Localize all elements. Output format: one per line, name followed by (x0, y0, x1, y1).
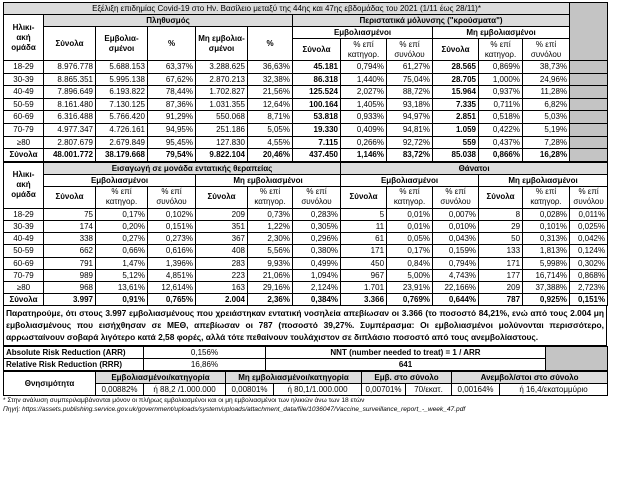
grey-filler (570, 86, 608, 99)
table-cell: 13,61% (96, 281, 148, 293)
table-cell: 94,97% (387, 111, 433, 124)
total-row (4, 294, 608, 306)
mortality-v1-pct: 0,00882% (96, 384, 144, 396)
table-row (4, 281, 608, 293)
table-cell: 0,025% (570, 220, 608, 232)
table-cell: 36,63% (248, 61, 293, 74)
mortality-label: Θνησιμότητα (4, 372, 96, 396)
table-cell: 7.335 (433, 98, 479, 111)
table-cell: 0,866% (479, 149, 523, 162)
age-group-cell: 18-29 (4, 208, 44, 220)
table-cell: 3.997 (44, 294, 96, 306)
table-cell: 53.818 (293, 111, 341, 124)
table-cell: 4,851% (148, 269, 196, 281)
table-cell: 0,266% (341, 136, 387, 149)
table-cell: 0,305% (293, 220, 341, 232)
table-cell: 0,616% (148, 245, 196, 257)
table-cell: 11,28% (523, 86, 570, 99)
report-title: Εξέλιξη επιδημίας Covid-19 στο Ην. Βασίλειο μεταξύ της 44ης και 47ης εβδομάδας του 2021 (1/11 έως 28/11)* (4, 3, 570, 15)
table-cell: 0,422% (479, 123, 523, 136)
deaths-vaccinated-header: Εμβολιασμένοι (341, 174, 479, 186)
age-group-cell: Σύνολα (4, 149, 44, 162)
col-icu-unvacc-pct-cat: % επί κατηγορ. (248, 186, 293, 208)
table-row (4, 61, 608, 74)
mortality-v3-per-million: 70/εκατ. (406, 384, 452, 396)
table-cell: 0,66% (96, 245, 148, 257)
table-row (4, 257, 608, 269)
table-cell: 1,405% (341, 98, 387, 111)
age-group-cell: 18-29 (4, 61, 44, 74)
table-cell: 61 (341, 233, 387, 245)
table-cell: 88,72% (387, 86, 433, 99)
age-group-cell: 60-69 (4, 257, 44, 269)
table-cell: 6.316.488 (44, 111, 96, 124)
table-cell: 550.068 (196, 111, 248, 124)
table-cell: 8 (479, 208, 523, 220)
table-row (4, 123, 608, 136)
age-group-cell: 30-39 (4, 220, 44, 232)
infections-unvaccinated-header: Μη εμβολιασμένοι (433, 27, 570, 39)
grey-filler (570, 136, 608, 149)
table-cell: 75,04% (387, 73, 433, 86)
table-row (4, 86, 608, 99)
table-cell: 0,380% (293, 245, 341, 257)
table-row (4, 111, 608, 124)
col-death-unvacc-total: Σύνολα (479, 186, 523, 208)
table-cell: 662 (44, 245, 96, 257)
mortality-v3-pct: 0,00701% (362, 384, 406, 396)
table-cell: 0,302% (570, 257, 608, 269)
table-cell: 16,28% (523, 149, 570, 162)
table-cell: 0,20% (96, 220, 148, 232)
col-pop-total: Σύνολα (44, 27, 96, 61)
table-cell: 48.001.772 (44, 149, 96, 162)
table-cell: 4.977.347 (44, 123, 96, 136)
table-cell: 50 (479, 233, 523, 245)
col-pop-unvacc-pct: % (248, 27, 293, 61)
table-cell: 19.330 (293, 123, 341, 136)
table-cell: 2,36% (248, 294, 293, 306)
table-cell: 437.450 (293, 149, 341, 162)
table-cell: 0,794% (433, 257, 479, 269)
table-cell: 163 (196, 281, 248, 293)
col-pop-vaccinated: Εμβολια-σμένοι (96, 27, 148, 61)
table-cell: 5 (341, 208, 387, 220)
table-cell: 3.288.625 (196, 61, 248, 74)
table-cell: 8.976.778 (44, 61, 96, 74)
icu-vaccinated-header: Εμβολιασμένοι (44, 174, 196, 186)
table-cell: 75 (44, 208, 96, 220)
grey-corner (570, 3, 608, 61)
icu-unvaccinated-header: Μη εμβολιασμένοι (196, 174, 341, 186)
age-group-cell: ≥80 (4, 136, 44, 149)
table-cell: 5,00% (387, 269, 433, 281)
mortality-vacc-total-header: Εμβ. στο σύνολο (362, 372, 452, 384)
table-cell: 0,937% (479, 86, 523, 99)
table-cell: 3.366 (341, 294, 387, 306)
age-group-cell: 50-59 (4, 245, 44, 257)
table-cell: 0,869% (479, 61, 523, 74)
table-cell: 93,18% (387, 98, 433, 111)
table-cell: 450 (341, 257, 387, 269)
table-cell: 0,17% (96, 208, 148, 220)
table-cell: 1,094% (293, 269, 341, 281)
table-cell: 0,102% (148, 208, 196, 220)
table-cell: 0,711% (479, 98, 523, 111)
table-cell: 5,19% (523, 123, 570, 136)
table-cell: 989 (44, 269, 96, 281)
table-cell: 2.807.679 (44, 136, 96, 149)
table-cell: 0,151% (570, 294, 608, 306)
table-row (4, 245, 608, 257)
grey-corner-2 (546, 347, 608, 371)
mortality-v2-per-million: ή 80,1/1.000.000 (274, 384, 362, 396)
table-cell: 251.186 (196, 123, 248, 136)
mortality-v4-pct: 0,00164% (452, 384, 500, 396)
col-death-unvacc-pct-cat: % επί κατηγορ. (523, 186, 570, 208)
table-cell: 0,27% (96, 233, 148, 245)
table-cell: 32,38% (248, 73, 293, 86)
table-cell: 91,29% (148, 111, 196, 124)
table-cell: 0,409% (341, 123, 387, 136)
mortality-v1-per-million: ή 88,2 /1.000.000 (144, 384, 226, 396)
age-group-cell: 70-79 (4, 123, 44, 136)
total-row (4, 149, 608, 162)
age-group-cell: 30-39 (4, 73, 44, 86)
table-cell: 63,37% (148, 61, 196, 74)
table-cell: 0,273% (148, 233, 196, 245)
table-cell: 209 (479, 281, 523, 293)
table-cell: 78,44% (148, 86, 196, 99)
col-inf-unvacc-pct-all: % επί συνόλου (523, 39, 570, 61)
table-cell: 408 (196, 245, 248, 257)
table-cell: 2,027% (341, 86, 387, 99)
table-cell: 4,55% (248, 136, 293, 149)
table-cell: 92,72% (387, 136, 433, 149)
table-cell: 1,47% (96, 257, 148, 269)
table-cell: 5.995.138 (96, 73, 148, 86)
table-cell: 95,45% (148, 136, 196, 149)
age-group-cell: ≥80 (4, 281, 44, 293)
table-cell: 0,01% (387, 208, 433, 220)
table-cell: 5.688.153 (96, 61, 148, 74)
table-cell: 0,765% (148, 294, 196, 306)
table-cell: 0,042% (570, 233, 608, 245)
col-pop-vacc-pct: % (148, 27, 196, 61)
infections-header: Περιστατικά μόλυνσης ("κρούσματα") (293, 15, 570, 27)
conclusion-paragraph: Παρατηρούμε, ότι στους 3.997 εμβολιασμένους που χρειάστηκαν εντατική νοσηλεία απεβίωσαν οι 3.366 (το ποσοστό 84,21%, ενώ από τους 2.004 μη εμβολιασμένους που εισήχθησαν σε ΜΕΘ, απεβίωσαν οι 787 (ποσοστό 39,27%. Συμπέρασμα: Οι εμβολιασμένοι μολύνονται περισσότερο, αρρωσταίνουν σοβαρά λιγότερο κατά 2,58 φορές, αλλά τότε πεθαίνουν τουλάχιστον σε διπλάσιο ποσοστό από τους ανεμβολίαστους. (3, 306, 607, 346)
mortality-v4-per-million: ή 16,4/εκατομμύριο (500, 384, 608, 396)
table-row (4, 73, 608, 86)
col-inf-vacc-pct-cat: % επί κατηγορ. (341, 39, 387, 61)
col-age-group-2: Ηλικι-ακή ομάδα (4, 162, 44, 208)
col-death-vacc-pct-all: % επί συνόλου (433, 186, 479, 208)
table-cell: 7.130.125 (96, 98, 148, 111)
table-cell: 8.865.351 (44, 73, 96, 86)
table-cell: 0,043% (433, 233, 479, 245)
table-cell: 5,56% (248, 245, 293, 257)
table-cell: 83,72% (387, 149, 433, 162)
table-cell: 1.059 (433, 123, 479, 136)
table-cell: 5,998% (523, 257, 570, 269)
col-inf-unvacc-pct-cat: % επί κατηγορ. (479, 39, 523, 61)
table-cell: 0,91% (96, 294, 148, 306)
table-cell: 367 (196, 233, 248, 245)
icu-header: Εισαγωγή σε μονάδα εντατικής θεραπείας (44, 162, 341, 174)
table-cell: 1.702.827 (196, 86, 248, 99)
table-cell: 1,396% (148, 257, 196, 269)
grey-filler (570, 98, 608, 111)
table-cell: 29,16% (248, 281, 293, 293)
grey-filler (570, 73, 608, 86)
table-cell: 171 (479, 257, 523, 269)
table-cell: 5,12% (96, 269, 148, 281)
table-cell: 0,84% (387, 257, 433, 269)
table-cell: 177 (479, 269, 523, 281)
report (3, 2, 607, 414)
col-pop-unvaccinated: Μη εμβολια-σμένοι (196, 27, 248, 61)
table-cell: 0,010% (433, 220, 479, 232)
table-cell: 0,296% (293, 233, 341, 245)
table-cell: 968 (44, 281, 96, 293)
deaths-header: Θάνατοι (341, 162, 608, 174)
col-icu-vacc-pct-cat: % επί κατηγορ. (96, 186, 148, 208)
table-cell: 12,64% (248, 98, 293, 111)
table-cell: 28.705 (433, 73, 479, 86)
risk-table (3, 346, 608, 371)
infections-vaccinated-header: Εμβολιασμένοι (293, 27, 433, 39)
col-death-vacc-pct-cat: % επί κατηγορ. (387, 186, 433, 208)
table-cell: 8.161.480 (44, 98, 96, 111)
table-cell: 559 (433, 136, 479, 149)
table-cell: 20,46% (248, 149, 293, 162)
col-inf-unvacc-total: Σύνολα (433, 39, 479, 61)
table-cell: 45.181 (293, 61, 341, 74)
table-cell: 21,56% (248, 86, 293, 99)
table-cell: 7.896.649 (44, 86, 96, 99)
table-cell: 12,614% (148, 281, 196, 293)
table-cell: 61,27% (387, 61, 433, 74)
table-cell: 1.031.355 (196, 98, 248, 111)
col-icu-vacc-total: Σύνολα (44, 186, 96, 208)
age-group-cell: 50-59 (4, 98, 44, 111)
table-cell: 283 (196, 257, 248, 269)
table-cell: 1,146% (341, 149, 387, 162)
table-cell: 0,313% (523, 233, 570, 245)
table-cell: 2,723% (570, 281, 608, 293)
cases-table (3, 2, 608, 162)
table-cell: 0,437% (479, 136, 523, 149)
icu-deaths-table (3, 162, 608, 307)
table-cell: 0,499% (293, 257, 341, 269)
table-cell: 6.193.822 (96, 86, 148, 99)
table-cell: 0,101% (523, 220, 570, 232)
table-cell: 0,007% (433, 208, 479, 220)
table-cell: 1,22% (248, 220, 293, 232)
age-group-cell: 60-69 (4, 111, 44, 124)
col-icu-vacc-pct-all: % επί συνόλου (148, 186, 196, 208)
table-cell: 0,151% (148, 220, 196, 232)
table-cell: 67,62% (148, 73, 196, 86)
table-cell: 0,933% (341, 111, 387, 124)
table-cell: 94,95% (148, 123, 196, 136)
table-cell: 967 (341, 269, 387, 281)
col-icu-unvacc-total: Σύνολα (196, 186, 248, 208)
table-cell: 0,283% (293, 208, 341, 220)
table-row (4, 269, 608, 281)
table-cell: 4,743% (433, 269, 479, 281)
table-cell: 100.164 (293, 98, 341, 111)
table-cell: 7,28% (523, 136, 570, 149)
table-cell: 0,518% (479, 111, 523, 124)
age-group-cell: 70-79 (4, 269, 44, 281)
table-cell: 6,82% (523, 98, 570, 111)
table-cell: 1,813% (523, 245, 570, 257)
table-cell: 86.318 (293, 73, 341, 86)
table-cell: 2.004 (196, 294, 248, 306)
table-cell: 8,71% (248, 111, 293, 124)
table-cell: 22,166% (433, 281, 479, 293)
table-cell: 338 (44, 233, 96, 245)
table-cell: 787 (479, 294, 523, 306)
table-cell: 87,36% (148, 98, 196, 111)
population-header: Πληθυσμός (44, 15, 293, 27)
mortality-unvacc-cat-header: Μη εμβολιασμένοι/κατηγορία (226, 372, 362, 384)
table-cell: 0,868% (570, 269, 608, 281)
rrr-label: Relative Risk Reduction (RRR) (4, 359, 144, 371)
table-cell: 11 (341, 220, 387, 232)
col-death-unvacc-pct-all: % επί συνόλου (570, 186, 608, 208)
col-death-vacc-total: Σύνολα (341, 186, 387, 208)
mortality-unvacc-total-header: Ανεμβολ/στοι στο σύνολο (452, 372, 608, 384)
table-cell: 0,05% (387, 233, 433, 245)
table-cell: 0,73% (248, 208, 293, 220)
arr-value: 0,156% (144, 347, 266, 359)
table-row (4, 98, 608, 111)
table-cell: 21,06% (248, 269, 293, 281)
age-group-cell: Σύνολα (4, 294, 44, 306)
footnote: * Στην ανάλυση συμπεριλαμβάνονται μόνον οι πλήρως εμβολιασμένοι και οι μη εμβολιασμένοι των ηλικιών άνω των 18 ετών (3, 397, 365, 405)
mortality-vacc-cat-header: Εμβολιασμένοι/κατηγορία (96, 372, 226, 384)
table-cell: 0,011% (570, 208, 608, 220)
table-row (4, 136, 608, 149)
table-cell: 0,01% (387, 220, 433, 232)
col-inf-vacc-pct-all: % επί συνόλου (387, 39, 433, 61)
table-cell: 133 (479, 245, 523, 257)
table-cell: 0,925% (523, 294, 570, 306)
table-cell: 4.726.161 (96, 123, 148, 136)
table-cell: 28.565 (433, 61, 479, 74)
age-group-cell: 40-49 (4, 233, 44, 245)
age-group-cell: 40-49 (4, 86, 44, 99)
grey-filler (570, 149, 608, 162)
table-cell: 79,54% (148, 149, 196, 162)
table-cell: 1,000% (479, 73, 523, 86)
mortality-table (3, 371, 608, 396)
grey-filler (570, 61, 608, 74)
mortality-v2-pct: 0,00801% (226, 384, 274, 396)
table-cell: 0,124% (570, 245, 608, 257)
nnt-value: 641 (266, 359, 546, 371)
table-cell: 94,81% (387, 123, 433, 136)
table-cell: 209 (196, 208, 248, 220)
arr-label: Absolute Risk Reduction (ARR) (4, 347, 144, 359)
table-cell: 2.679.849 (96, 136, 148, 149)
table-cell: 2.870.213 (196, 73, 248, 86)
table-cell: 174 (44, 220, 96, 232)
table-cell: 127.830 (196, 136, 248, 149)
table-cell: 1.701 (341, 281, 387, 293)
col-icu-unvacc-pct-all: % επί συνόλου (293, 186, 341, 208)
table-cell: 0,769% (387, 294, 433, 306)
table-cell: 223 (196, 269, 248, 281)
table-cell: 24,96% (523, 73, 570, 86)
table-cell: 171 (341, 245, 387, 257)
table-row (4, 233, 608, 245)
table-cell: 9.822.104 (196, 149, 248, 162)
table-cell: 0,384% (293, 294, 341, 306)
deaths-unvaccinated-header: Μη εμβολιασμένοι (479, 174, 608, 186)
table-cell: 0,794% (341, 61, 387, 74)
nnt-label: NNT (number needed to treat) = 1 / ARR (266, 347, 546, 359)
rrr-value: 16,86% (144, 359, 266, 371)
table-cell: 2,124% (293, 281, 341, 293)
table-cell: 5,05% (248, 123, 293, 136)
table-cell: 85.038 (433, 149, 479, 162)
source-link[interactable]: Πηγή: https://assets.publishing.service.gov.uk/government/uploads/system/uploads/attachment_data/file/1036047/Vaccine_surveillance_report_-_week_47.pdf (3, 406, 466, 414)
table-cell: 7.115 (293, 136, 341, 149)
table-cell: 16,714% (523, 269, 570, 281)
table-cell: 5,03% (523, 111, 570, 124)
table-row (4, 220, 608, 232)
grey-filler (570, 123, 608, 136)
table-cell: 0,644% (433, 294, 479, 306)
table-cell: 2,30% (248, 233, 293, 245)
table-cell: 0,17% (387, 245, 433, 257)
table-cell: 9,93% (248, 257, 293, 269)
table-cell: 5.766.420 (96, 111, 148, 124)
col-inf-vacc-total: Σύνολα (293, 39, 341, 61)
table-cell: 38.179.668 (96, 149, 148, 162)
col-age-group: Ηλικι-ακή ομάδα (4, 15, 44, 61)
table-cell: 125.524 (293, 86, 341, 99)
table-cell: 791 (44, 257, 96, 269)
table-cell: 23,91% (387, 281, 433, 293)
table-cell: 1,440% (341, 73, 387, 86)
table-cell: 15.964 (433, 86, 479, 99)
table-cell: 0,028% (523, 208, 570, 220)
table-cell: 37,388% (523, 281, 570, 293)
grey-filler (570, 111, 608, 124)
table-cell: 29 (479, 220, 523, 232)
table-cell: 38,73% (523, 61, 570, 74)
table-row (4, 208, 608, 220)
table-cell: 351 (196, 220, 248, 232)
table-cell: 2.851 (433, 111, 479, 124)
table-cell: 0,159% (433, 245, 479, 257)
